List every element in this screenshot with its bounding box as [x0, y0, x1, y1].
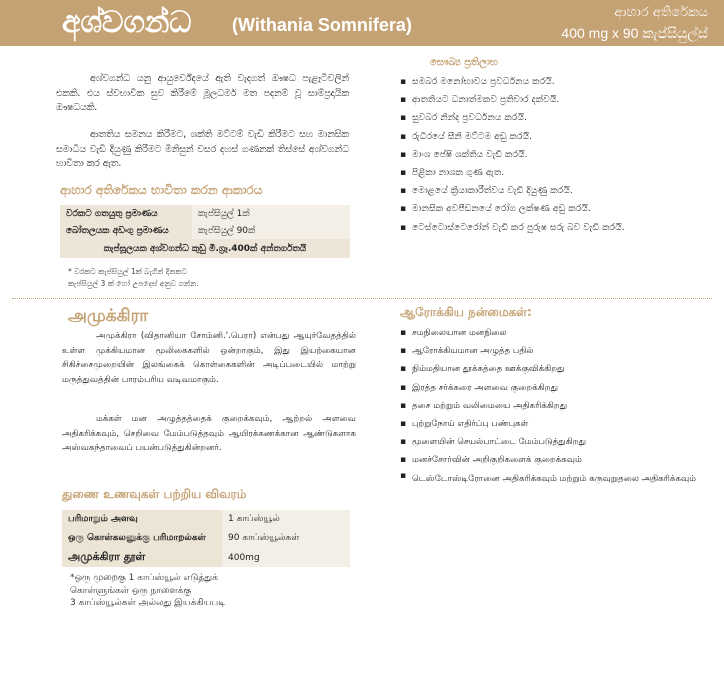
supplement-label: பரிமாறும் அளவு	[62, 510, 222, 529]
tamil-supplement-heading: துணை உணவுகள் பற்றிய விவரம்	[62, 487, 247, 501]
supplement-label: அமுக்கிரா தூள்	[62, 548, 222, 567]
table-row	[60, 239, 350, 258]
supplement-value: 400mg	[222, 548, 350, 567]
list-item: ▪ පිළිකා නාශක ගුණ ඇත.	[400, 164, 710, 182]
list-item: ▪ මාංශ පේෂි ශක්තිය වැඩි කරයි.	[400, 146, 710, 164]
table-row	[60, 222, 350, 239]
tamil-supplement-note: *ஒரு முறைகு 1 காப்ஸ்யூல் எடுத்துக் கொள்ளுங்கள் ஒரு நாளைக்கு 3 காப்ஸ்யூல்கள் அல்லது இயக்கியபடி	[70, 573, 226, 608]
sinhala-benefits-heading: සෞඛ්‍ය ප්‍රතිලාභ	[430, 57, 498, 68]
table-row	[60, 205, 350, 222]
usage-summary: කැප්සූලයක අශ්වගන්ධ කුඩු මි.ග්‍රෑ.400ක් අන්තර්ගතයි	[60, 239, 350, 258]
usage-label: වරකට ගතයුතු ප්‍රමාණය	[60, 205, 192, 222]
sinhala-usage-table	[60, 205, 350, 258]
sinhala-benefits-list	[400, 73, 710, 237]
list-item: ▪ மனச்சோர்வின் அறிகுறிகளைக் குறைக்கவும்	[400, 451, 700, 469]
list-item: ▪ சமநிலையான மனநிலை	[400, 324, 700, 342]
list-item: ▪ தசை மற்றும் வலிமையை அதிகரிக்கிறது	[400, 397, 700, 415]
brand-latin-name: (Withania Somnifera)	[232, 15, 412, 35]
sinhala-usage-heading: ආහාර අතිරේකය භාවිතා කරන ආකාරය	[60, 183, 263, 197]
table-row	[62, 529, 350, 548]
brand-name: අශ්වගන්ධ	[62, 5, 192, 40]
tamil-benefits-list	[400, 324, 700, 486]
usage-value: කැප්සියුල් 1ක්	[192, 205, 350, 222]
list-item: ▪ ටෙස්ටොස්ටෙරෝන් වැඩි කර පුරුෂ සරු බව වැඩි කරයි.	[400, 219, 710, 237]
tamil-intro-paragraph-1: அமுக்கிரா (விதானியா சோம்னி.'.பெரா) என்பது ஆயுர்வேதத்தில் உள்ள முக்கியமான மூலிகைகளில் ஒன்றாகும், இது இயற்கையான சிகிச்சைமுறையின் இலங்கைக் கொள்கைகளின் அடிப்படையில் மாற்று மருத்துவத்தின் பாரம்பரிய வடிவமாகும்.	[62, 331, 356, 386]
list-item: ▪ මානසික අවපීඩනයේ රෝග ලක්ෂණ අඩු කරයි.	[400, 200, 710, 218]
list-item: ▪ நிம்மதியான தூக்கத்தை ஊக்குவிக்கிறது	[400, 360, 700, 378]
list-item: ▪ සුවබර නින්ද ප්‍රවර්ධනය කරයි.	[400, 109, 710, 127]
supplement-value: 1 காப்ஸ்யூல்	[222, 510, 350, 529]
table-row	[62, 510, 350, 529]
list-item: ▪ மூளையின் செயல்பாட்டை மேம்படுத்துகிறது	[400, 433, 700, 451]
list-item: ▪ புற்றுநோய் எதிர்ப்பு பண்புகள்	[400, 415, 700, 433]
list-item: ▪ இரத்த சர்க்கரை அளவை குறைக்கிறது	[400, 379, 700, 397]
list-item: ▪ ஆரோக்கியமான அழுத்த பதில்	[400, 342, 700, 360]
list-item: ▪ ආතතියට ධනාත්මකව ප්‍රතිචාර දක්වයි.	[400, 91, 710, 109]
product-info	[561, 3, 708, 43]
table-row	[62, 548, 350, 567]
tamil-brand-name: அமுக்கிரா	[68, 306, 149, 326]
list-item: ▪ සමබර මනෝභාවය ප්‍රවර්ධනය කරයි.	[400, 73, 710, 91]
supplement-label: ஒரு கொள்கலனுக்கு பரிமாறல்கள்	[62, 529, 222, 548]
list-item: ▪ டெஸ்டோஸ்டிரோனை அதிகரிக்கவும் மற்றும் கருவுறுதலை அதிகரிக்கவும்	[400, 470, 700, 486]
section-divider	[12, 298, 712, 299]
product-type: ආහාර අතිරේකය	[614, 5, 708, 20]
sinhala-usage-note: * වරකට කැප්සියුල් 1ක් බැගින් දිනකට කැප්සියුල් 3 ක් හෝ උපදෙස් අනුව ගන්න.	[68, 267, 199, 288]
tamil-intro-paragraph-2: மக்கள் மன அழுத்தத்தைக் குறைக்கவும், ஆற்றல் அளவை அதிகரிக்கவும், செறிவை மேம்படுத்தவும் ஆயிரக்கணக்கான ஆண்டுகளாக அஸ்வகந்தாவைப் பயன்படுத்துகின்றனர்.	[62, 414, 356, 454]
usage-label: බෝතලයක අඩංගු ප්‍රමාණය	[60, 222, 192, 239]
sinhala-intro-paragraph-2: ආතතිය සමනය කිරීමට, ශක්ති මට්ටම් වැඩි කිරීමට සහ මානසික සමාධිය වැඩි දියුණු කිරීමට මිනිසුන් වසර දහස් ගණනක් තිස්සේ අශ්වගන්ධ භාවිතා කර ඇත.	[56, 129, 349, 169]
package-size: 400 mg x 90 කැප්සියුල්ස්	[561, 25, 708, 41]
sinhala-intro-paragraph-1: අශ්වගන්ධ යනු ආයුර්වේදයේ ඇති වැදගත් ඖෂධ පැළෑටිවලින් එකකි. එය ස්වභාවික සුව කිරීමේ මූලධර්ම මත පදනම් වූ සාම්ප්‍රදායික ඖෂධයකි.	[56, 73, 349, 113]
tamil-benefits-heading: ஆரோக்கிய நன்மைகள்:	[400, 305, 532, 319]
list-item: ▪ මොළයේ ක්‍රියාකාරීත්වය වැඩි දියුණු කරයි.	[400, 182, 710, 200]
list-item: ▪ රුධිරයේ සීනි මට්ටම අඩු කරයි.	[400, 128, 710, 146]
header-banner	[0, 0, 724, 46]
tamil-supplement-table	[62, 510, 350, 567]
usage-value: කැප්සියුල් 90ක්	[192, 222, 350, 239]
supplement-value: 90 காப்ஸ்யூல்கள்	[222, 529, 350, 548]
